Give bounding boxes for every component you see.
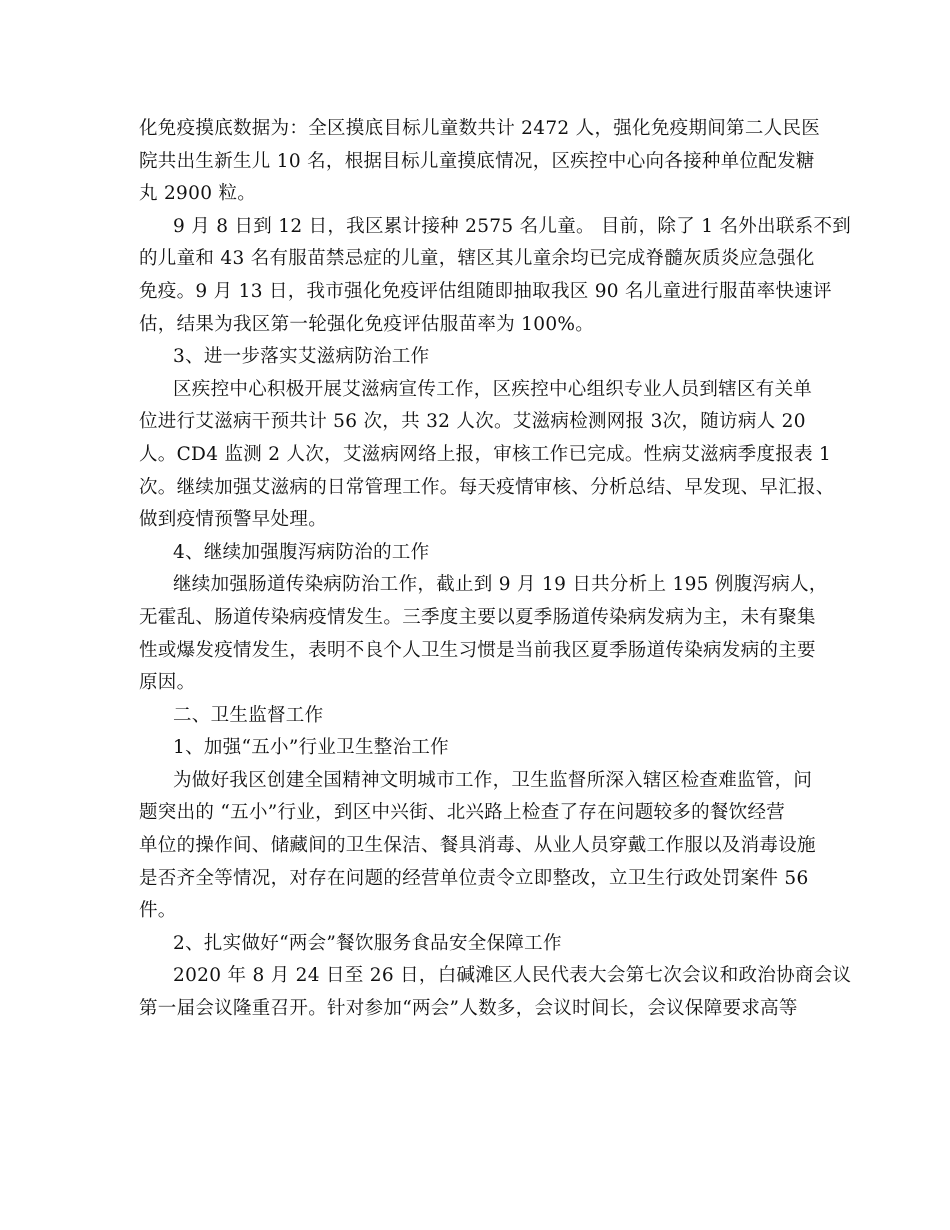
- document-body: [139, 113, 852, 1026]
- text-line: 2020 年 8 月 24 日至 26 日，白碱滩区人民代表大会第七次会议和政治协商会议: [173, 965, 852, 987]
- section-heading: 二、卫生监督工作: [173, 704, 324, 726]
- text-line: 单位的操作间、储藏间的卫生保洁、餐具消毒、从业人员穿戴工作服以及消毒设施: [139, 835, 816, 857]
- text-line: 件。: [139, 900, 177, 922]
- text-line: 是否齐全等情况，对存在问题的经营单位责令立即整改，立卫生行政处罚案件 56: [139, 867, 809, 889]
- text-line: 丸 2900 粒。: [139, 183, 257, 205]
- text-line: 人。CD4 监测 2 人次，艾滋病网络上报，审核工作已完成。性病艾滋病季度报表 1: [139, 443, 832, 465]
- text-line: 第一届会议隆重召开。针对参加“两会”人数多，会议时间长，会议保障要求高等: [139, 998, 798, 1020]
- text-line: 继续加强肠道传染病防治工作，截止到 9 月 19 日共分析上 195 例腹泻病人，: [173, 574, 828, 596]
- section-heading: 2、扎实做好“两会”餐饮服务食品安全保障工作: [173, 932, 562, 954]
- text-line: 化免疫摸底数据为：全区摸底目标儿童数共计 2472 人，强化免疫期间第二人民医: [139, 118, 821, 139]
- text-line: 为做好我区创建全国精神文明城市工作，卫生监督所深入辖区检查难监管，问: [173, 769, 813, 791]
- text-line: 位进行艾滋病干预共计 56 次，共 32 人次。艾滋病检测网报 3次，随访病人 20: [139, 411, 806, 433]
- text-line: 题突出的 “五小”行业，到区中兴街、北兴路上检查了存在问题较多的餐饮经营: [139, 802, 786, 824]
- text-line: 区疾控中心积极开展艾滋病宣传工作，区疾控中心组织专业人员到辖区有关单: [173, 378, 813, 400]
- text-line: 院共出生新生儿 10 名，根据目标儿童摸底情况，区疾控中心向各接种单位配发糖: [139, 150, 815, 172]
- section-heading: 1、加强“五小”行业卫生整治工作: [173, 737, 449, 759]
- text-line: 次。继续加强艾滋病的日常管理工作。每天疫情审核、分析总结、早发现、早汇报、: [139, 476, 835, 498]
- text-line: 性或爆发疫情发生，表明不良个人卫生习惯是当前我区夏季肠道传染病发病的主要: [139, 639, 816, 661]
- text-line: 原因。: [139, 672, 196, 694]
- text-line: 9 月 8 日到 12 日，我区累计接种 2575 名儿童。 目前，除了 1 名外出联系不到: [173, 215, 852, 237]
- section-heading: 3、进一步落实艾滋病防治工作: [173, 346, 430, 368]
- text-line: 估，结果为我区第一轮强化免疫评估服苗率为 100%。: [139, 313, 595, 335]
- text-line: 做到疫情预警早处理。: [139, 509, 328, 531]
- text-line: 无霍乱、肠道传染病疫情发生。三季度主要以夏季肠道传染病发病为主，未有聚集: [139, 606, 816, 628]
- text-line: 的儿童和 43 名有服苗禁忌症的儿童，辖区其儿童余均已完成脊髓灰质炎应急强化: [139, 248, 815, 270]
- section-heading: 4、继续加强腹泻病防治的工作: [173, 541, 430, 563]
- text-line: 免疫。9 月 13 日，我市强化免疫评估组随即抽取我区 90 名儿童进行服苗率快速评: [139, 280, 832, 302]
